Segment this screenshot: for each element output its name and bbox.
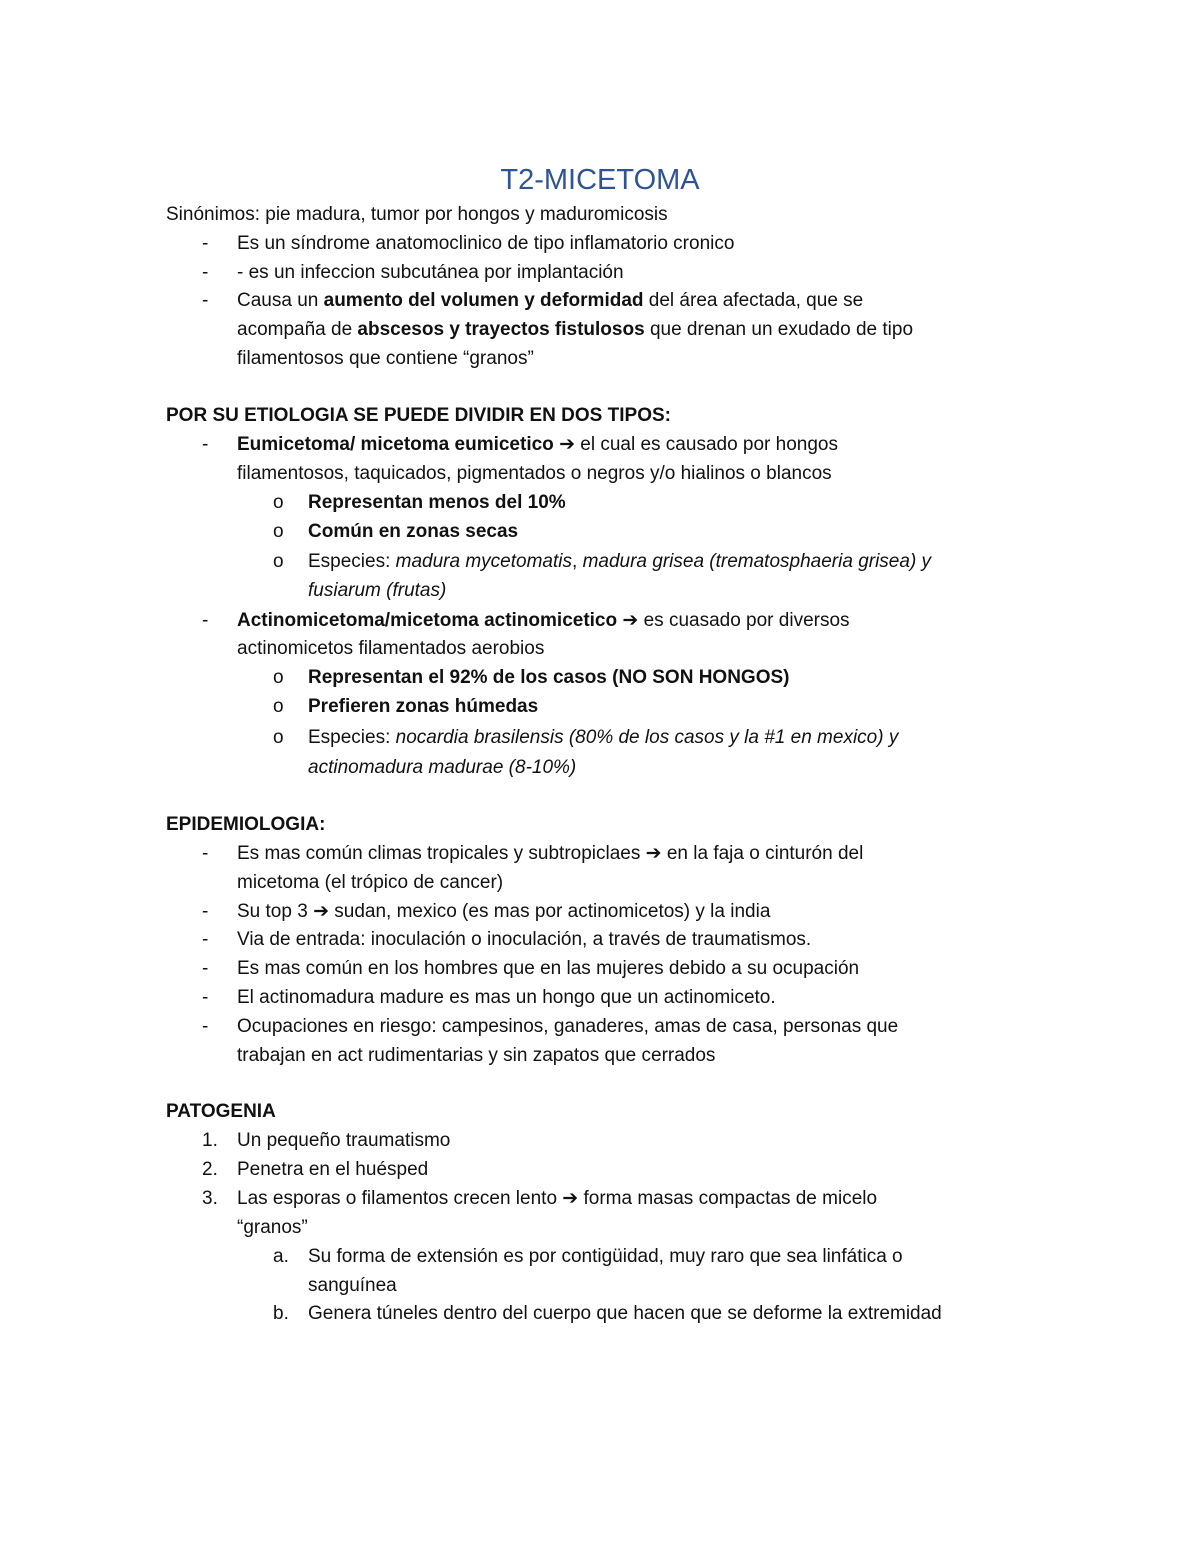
- dash-bullet: -: [202, 233, 209, 254]
- dash-bullet: -: [202, 987, 209, 1008]
- patogenia-heading: PATOGENIA: [166, 1101, 276, 1122]
- eumicetoma-sub-3-line-2: fusiarum (frutas): [308, 580, 447, 601]
- patogenia-sub-a-line-1: Su forma de extensión es por contigüidad, muy raro que sea linfática o: [308, 1246, 903, 1267]
- list-number: 3.: [202, 1188, 218, 1209]
- circle-bullet: o: [273, 727, 284, 748]
- patogenia-item-1: Un pequeño traumatismo: [237, 1130, 451, 1151]
- dash-bullet: -: [202, 290, 209, 311]
- arrow-icon: ➔: [559, 434, 575, 455]
- synonyms-line: Sinónimos: pie madura, tumor por hongos y maduromicosis: [166, 204, 668, 225]
- actinomicetoma-sub-3-line-2: actinomadura madurae (8-10%): [308, 757, 577, 778]
- list-number: 1.: [202, 1130, 218, 1151]
- epi-item-6-line-1: Ocupaciones en riesgo: campesinos, ganaderes, amas de casa, personas que: [237, 1016, 899, 1037]
- actinomicetoma-sub-1: Representan el 92% de los casos (NO SON HONGOS): [308, 667, 790, 688]
- epi-item-1-line-1: Es mas común climas tropicales y subtropiclaes ➔ en la faja o cinturón del: [237, 843, 864, 864]
- arrow-icon: ➔: [313, 901, 329, 922]
- eumicetoma-line-1: Eumicetoma/ micetoma eumicetico ➔ el cual es causado por hongos: [237, 434, 838, 455]
- actinomicetoma-sub-3-line-1: Especies: nocardia brasilensis (80% de los casos y la #1 en mexico) y: [308, 727, 899, 748]
- actinomicetoma-sub-2: Prefieren zonas húmedas: [308, 696, 539, 717]
- eumicetoma-line-2: filamentosos, taquicados, pigmentados o negros y/o hialinos o blancos: [237, 463, 832, 484]
- arrow-icon: ➔: [645, 843, 662, 864]
- patogenia-sub-a-line-2: sanguínea: [308, 1275, 397, 1296]
- intro-item-3-line-3: filamentosos que contiene “granos”: [237, 348, 534, 369]
- intro-item-3-line-1: Causa un aumento del volumen y deformidad del área afectada, que se: [237, 290, 864, 311]
- epi-item-4: Es mas común en los hombres que en las mujeres debido a su ocupación: [237, 958, 860, 979]
- dash-bullet: -: [202, 610, 209, 631]
- circle-bullet: o: [273, 667, 284, 688]
- dash-bullet: -: [202, 1016, 209, 1037]
- dash-bullet: -: [202, 262, 209, 283]
- dash-bullet: -: [202, 901, 209, 922]
- list-letter: b.: [273, 1303, 289, 1324]
- dash-bullet: -: [202, 958, 209, 979]
- patogenia-item-2: Penetra en el huésped: [237, 1159, 429, 1180]
- intro-item-2: - es un infeccion subcutánea por implantación: [237, 262, 624, 283]
- epi-item-3: Via de entrada: inoculación o inoculación, a través de traumatismos.: [237, 929, 812, 950]
- eumicetoma-sub-2: Común en zonas secas: [308, 521, 519, 542]
- patogenia-sub-b: Genera túneles dentro del cuerpo que hacen que se deforme la extremidad: [308, 1303, 942, 1324]
- epi-item-1-line-2: micetoma (el trópico de cancer): [237, 872, 504, 893]
- epi-item-5: El actinomadura madure es mas un hongo que un actinomiceto.: [237, 987, 776, 1008]
- actinomicetoma-line-2: actinomicetos filamentados aerobios: [237, 638, 545, 659]
- dash-bullet: -: [202, 929, 209, 950]
- etiologia-heading: POR SU ETIOLOGIA SE PUEDE DIVIDIR EN DOS TIPOS:: [166, 405, 671, 426]
- epi-item-6-line-2: trabajan en act rudimentarias y sin zapatos que cerrados: [237, 1045, 716, 1066]
- circle-bullet: o: [273, 551, 284, 572]
- eumicetoma-sub-3-line-1: Especies: madura mycetomatis, madura grisea (trematosphaeria grisea) y: [308, 551, 932, 572]
- epi-item-2: Su top 3 ➔ sudan, mexico (es mas por actinomicetos) y la india: [237, 901, 771, 922]
- epidemiologia-heading: EPIDEMIOLOGIA:: [166, 814, 326, 835]
- circle-bullet: o: [273, 521, 284, 542]
- patogenia-item-3-line-2: “granos”: [237, 1217, 308, 1238]
- page-title: T2-MICETOMA: [500, 164, 700, 196]
- dash-bullet: -: [202, 843, 209, 864]
- list-letter: a.: [273, 1246, 289, 1267]
- dash-bullet: -: [202, 434, 209, 455]
- patogenia-item-3-line-1: Las esporas o filamentos crecen lento ➔ forma masas compactas de micelo: [237, 1188, 878, 1209]
- actinomicetoma-line-1: Actinomicetoma/micetoma actinomicetico ➔ es cuasado por diversos: [237, 610, 850, 631]
- arrow-icon: ➔: [562, 1188, 579, 1209]
- intro-item-3-line-2: acompaña de abscesos y trayectos fistulosos que drenan un exudado de tipo: [237, 319, 914, 340]
- arrow-icon: ➔: [622, 610, 639, 631]
- circle-bullet: o: [273, 492, 284, 513]
- intro-item-1: Es un síndrome anatomoclinico de tipo inflamatorio cronico: [237, 233, 735, 254]
- list-number: 2.: [202, 1159, 218, 1180]
- eumicetoma-sub-1: Representan menos del 10%: [308, 492, 566, 513]
- circle-bullet: o: [273, 696, 284, 717]
